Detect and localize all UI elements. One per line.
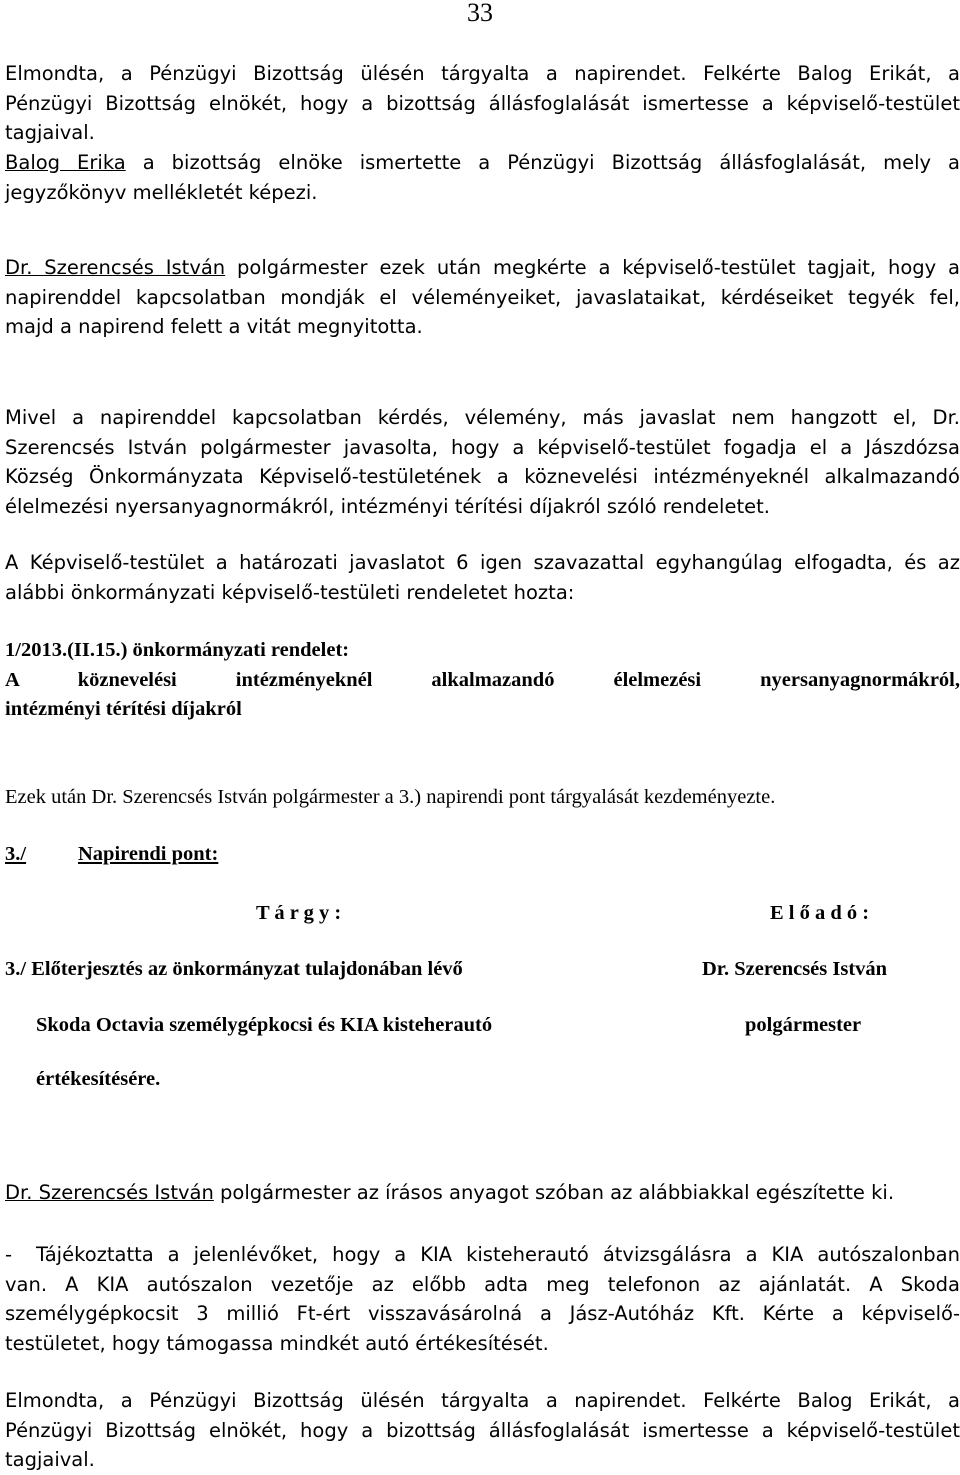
agenda-heading: Napirendi pont:	[78, 843, 219, 865]
presenter-title: polgármester	[745, 1014, 862, 1036]
text-line	[5, 253, 960, 283]
text-line	[5, 1240, 960, 1270]
text-line: Elmondta, a Pénzügyi Bizottság ülésén tárgyalta a napirendet. Felkérte Balog Erikát, a	[5, 1389, 960, 1412]
decree-block	[5, 636, 960, 725]
text-line: személygépkocsit 3 millió Ft-ért visszavásárolná a Jász-Autóház Kft. Kérte a képviselő-	[5, 1302, 960, 1325]
text-line: jegyzőkönyv mellékletét képezi.	[5, 180, 318, 204]
presenter-label: E l ő a d ó :	[770, 902, 870, 924]
text-line: majd a napirend felett a vitát megnyitotta.	[5, 315, 423, 338]
person-name: Balog Erika	[5, 151, 126, 174]
text-line: van. A KIA autószalon vezetője az előbb adta meg telefonon az ajánlatát. A Skoda	[5, 1272, 960, 1296]
bullet-dash: -	[5, 1243, 13, 1266]
text-line: alábbi önkormányzati képviselő-testületi rendeletet hozta:	[5, 580, 575, 604]
text-line	[5, 148, 960, 178]
text-line: Pénzügyi Bizottság elnökét, hogy a bizottság állásfoglalását ismertesse a képviselő-testület	[5, 91, 960, 115]
text-line: tagjaival.	[5, 1448, 95, 1471]
text-line: élelmezési nyersanyagnormákról, intézményi térítési díjakról szóló rendeletet.	[5, 494, 770, 518]
text-line: napirenddel kapcsolatban mondják el véleményeiket, javaslataikat, kérdéseiket tegyék fel,	[5, 285, 960, 309]
paragraph-next-agenda	[5, 783, 960, 813]
paragraph-supplement	[5, 1178, 960, 1208]
text-fragment: polgármester ezek után megkérte a képviselő-testület tagjait, hogy a	[225, 256, 960, 279]
paragraph-intro-repeat	[5, 1386, 960, 1475]
text-line: Elmondta, a Pénzügyi Bizottság ülésén tárgyalta a napirendet. Felkérte Balog Erikát, a	[5, 62, 960, 85]
paragraph-proposal	[5, 403, 960, 521]
paragraph-intro	[5, 59, 960, 148]
text-line: A Képviselő-testület a határozati javaslatot 6 igen szavazattal egyhangúlag elfogadta, és az	[5, 551, 960, 574]
paragraph-committee-opinion	[5, 148, 960, 207]
text-line: tagjaival.	[5, 121, 95, 144]
text-line	[5, 1178, 960, 1208]
text-line: Község Önkormányzata Képviselő-testületének a köznevelési intézményeknél alkalmazandó	[5, 465, 960, 488]
subject-line: értékesítésére.	[36, 1068, 161, 1090]
text-line: Pénzügyi Bizottság elnökét, hogy a bizottság állásfoglalását ismertesse a képviselő-testület	[5, 1418, 960, 1442]
presenter-name: Dr. Szerencsés István	[702, 958, 888, 980]
text-line: Mivel a napirenddel kapcsolatban kérdés, vélemény, más javaslat nem hangzott el, Dr.	[5, 406, 960, 429]
decree-number: 1/2013.(II.15.) önkormányzati rendelet:	[5, 639, 350, 661]
paragraph-vote-result	[5, 548, 960, 607]
decree-title-line: A köznevelési intézményeknél alkalmazandó élelmezési nyersanyagnormákról,	[5, 668, 960, 691]
decree-title-line: intézményi térítési díjakról	[5, 698, 242, 720]
text-line: Ezek után Dr. Szerencsés István polgármester a 3.) napirendi pont tárgyalását kezdeményezte.	[5, 786, 776, 808]
text-line: testületet, hogy támogassa mindkét autó értékesítését.	[5, 1331, 549, 1355]
subject-line: Skoda Octavia személygépkocsi és KIA kisteherautó	[36, 1014, 493, 1036]
text-fragment: Tájékoztatta a jelenlévőket, hogy a KIA kisteherautó átvizsgálásra a KIA autószalonban	[36, 1243, 960, 1266]
agenda-number: 3./	[5, 843, 27, 865]
person-name: Dr. Szerencsés István	[5, 256, 226, 279]
subject-label: T á r g y :	[256, 902, 342, 924]
text-line: Szerencsés István polgármester javasolta, hogy a képviselő-testület fogadja el a Jászdózsa	[5, 435, 960, 459]
person-name: Dr. Szerencsés István	[5, 1181, 214, 1204]
subject-line: 3./ Előterjesztés az önkormányzat tulajdonában lévő	[5, 958, 463, 980]
bullet-item	[5, 1240, 960, 1358]
paragraph-debate-opened	[5, 253, 960, 342]
text-fragment: a bizottság elnöke ismertette a Pénzügyi Bizottság állásfoglalását, mely a	[125, 151, 960, 174]
text-fragment: polgármester az írásos anyagot szóban az alábbiakkal egészítette ki.	[213, 1181, 895, 1204]
page-number: 33	[467, 0, 493, 27]
